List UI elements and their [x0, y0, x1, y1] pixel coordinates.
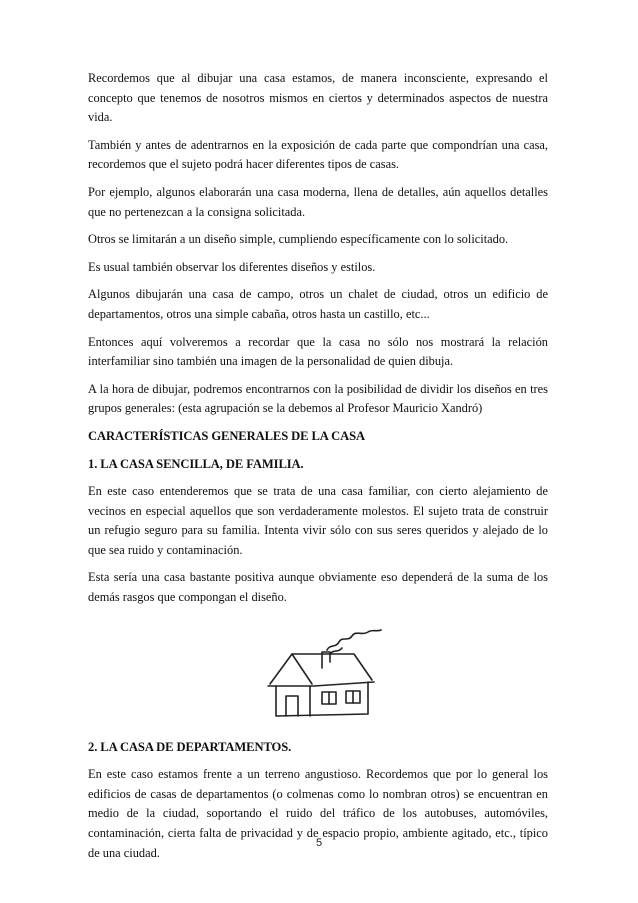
subsection-heading: 2. LA CASA DE DEPARTAMENTOS.: [88, 739, 292, 754]
paragraph: En este caso estamos frente a un terreno angustioso. Recordemos que por lo general los edificios de casas de departamentos (o colmenas como lo nombran otros) se encuentran en medio de la ciudad, soportando el ruido del tráfico de los autobuses, automóviles, contaminación, cierta falta de privacidad y de espacio propio, ambiente agitado, etc., típico de una ciudad.: [88, 767, 548, 860]
paragraph: Es usual también observar los diferentes diseños y estilos.: [88, 259, 376, 274]
paragraph: Recordemos que al dibujar una casa estamos, de manera inconsciente, expresando el concepto que tenemos de nosotros mismos en ciertos y determinados aspectos de nuestra vida.: [88, 71, 548, 125]
paragraph: En este caso entenderemos que se trata de una casa familiar, con cierto alejamiento de vecinos en especial aquellos que son verdaderamente molestos. El sujeto trata de construir un refugio seguro para su familia. Intenta vivir sólo con sus seres queridos y alejado de lo que sea ruido y contaminación.: [88, 484, 548, 557]
page-body: [88, 69, 548, 871]
paragraph: También y antes de adentrarnos en la exposición de cada parte que compondrían una casa, recordemos que el sujeto podrá hacer diferentes tipos de casas.: [88, 137, 548, 172]
page-number: 5: [315, 837, 323, 849]
paragraph: Esta sería una casa bastante positiva aunque obviamente eso dependerá de la suma de los demás rasgos que compongan el diseño.: [88, 570, 548, 605]
house-drawing-icon: [264, 624, 384, 720]
paragraph: Por ejemplo, algunos elaborarán una casa moderna, llena de detalles, aún aquellos detalles que no pertenezcan a la consigna solicitada.: [88, 184, 548, 219]
section-heading: CARACTERÍSTICAS GENERALES DE LA CASA: [88, 428, 366, 443]
paragraph: A la hora de dibujar, podremos encontrarnos con la posibilidad de dividir los diseños en tres grupos generales: (esta agrupación se la debemos al Profesor Mauricio Xandró): [88, 381, 548, 416]
paragraph: Algunos dibujarán una casa de campo, otros un chalet de ciudad, otros un edificio de departamentos, otros una simple cabaña, otros hasta un castillo, etc...: [88, 287, 548, 321]
paragraph: Entonces aquí volveremos a recordar que la casa no sólo nos mostrará la relación interfamiliar sino también una imagen de la personalidad de quien dibuja.: [88, 334, 548, 369]
paragraph: Otros se limitarán a un diseño simple, cumpliendo específicamente con lo solicitado.: [88, 232, 509, 247]
subsection-heading: 1. LA CASA SENCILLA, DE FAMILIA.: [88, 456, 304, 471]
